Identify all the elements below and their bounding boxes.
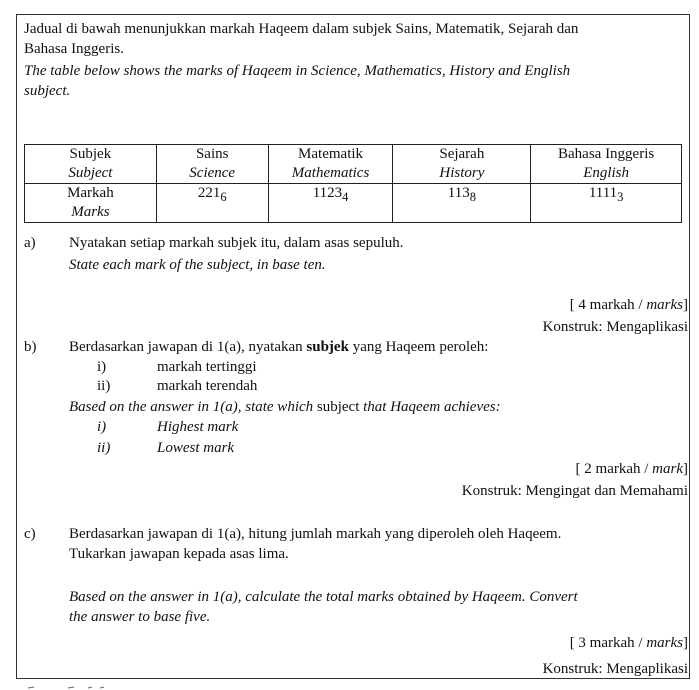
question-b-construct: Konstruk: Mengingat dan Memahami	[461, 483, 688, 499]
question-a-english: State each mark of the subject, in base ten.	[69, 257, 326, 273]
table-header-cell: Sains Science	[156, 145, 268, 184]
question-b-malay-item-num: ii)	[97, 378, 111, 394]
table-row-label: Markah Marks	[25, 184, 157, 223]
table-header-cell: Bahasa Inggeris English	[531, 145, 682, 184]
intro-malay-line-2: Bahasa Inggeris.	[24, 41, 124, 57]
question-a-label: a)	[24, 235, 36, 251]
question-c-english-line-1: Based on the answer in 1(a), calculate the total marks obtained by Haqeem. Convert	[69, 589, 578, 605]
question-b-english-item: Lowest mark	[157, 440, 235, 456]
question-a-construct: Konstruk: Mengaplikasi	[542, 319, 688, 335]
question-b-malay-item-num: i)	[97, 359, 107, 375]
question-b-english-item-num: ii)	[97, 440, 111, 456]
question-a-marks: [ 4 markah / marks]	[569, 297, 688, 313]
table-cell: $1123_4$	[268, 184, 393, 223]
question-c-malay-line-1: Berdasarkan jawapan di 1(a), hitung jumlah markah yang diperoleh oleh Haqeem.	[69, 526, 562, 542]
question-a-malay: Nyatakan setiap markah subjek itu, dalam asas sepuluh.	[69, 235, 404, 251]
table-cell: $1111_3$	[531, 184, 682, 223]
table-row	[25, 184, 682, 223]
question-c-malay-line-2: Tukarkan jawapan kepada asas lima.	[69, 546, 289, 562]
question-b-english-item-num: i)	[97, 419, 107, 435]
intro-malay-line-1: Jadual di bawah menunjukkan markah Haqeem dalam subjek Sains, Matematik, Sejarah dan	[24, 21, 579, 37]
question-b-malay-item: markah terendah	[157, 378, 258, 394]
marks-table	[24, 144, 682, 223]
question-b-label: b)	[24, 339, 37, 355]
table-header-row	[25, 145, 682, 184]
question-b-english: Based on the answer in 1(a), state which subject that Haqeem achieves:	[69, 399, 501, 415]
table-header-cell: Subjek Subject	[25, 145, 157, 184]
question-c-marks: [ 3 markah / marks]	[569, 635, 688, 651]
table-cell: $221_6$	[156, 184, 268, 223]
question-b-marks: [ 2 markah / mark]	[575, 461, 688, 477]
question-c-english-line-2: the answer to base five.	[69, 609, 211, 625]
question-b-english-item: Highest mark	[157, 419, 239, 435]
intro-english-line-1: The table below shows the marks of Haqeem in Science, Mathematics, History and English	[24, 63, 571, 79]
cropped-next-line-fragment	[28, 683, 128, 689]
table-cell: $113_8$	[393, 184, 531, 223]
table-header-cell: Sejarah History	[393, 145, 531, 184]
intro-english-line-2: subject.	[24, 83, 71, 99]
question-c-label: c)	[24, 526, 36, 542]
question-b-malay-item: markah tertinggi	[157, 359, 257, 375]
table-header-cell: Matematik Mathematics	[268, 145, 393, 184]
question-b-malay: Berdasarkan jawapan di 1(a), nyatakan subjek yang Haqeem peroleh:	[69, 339, 489, 355]
question-c-construct: Konstruk: Mengaplikasi	[542, 661, 688, 677]
